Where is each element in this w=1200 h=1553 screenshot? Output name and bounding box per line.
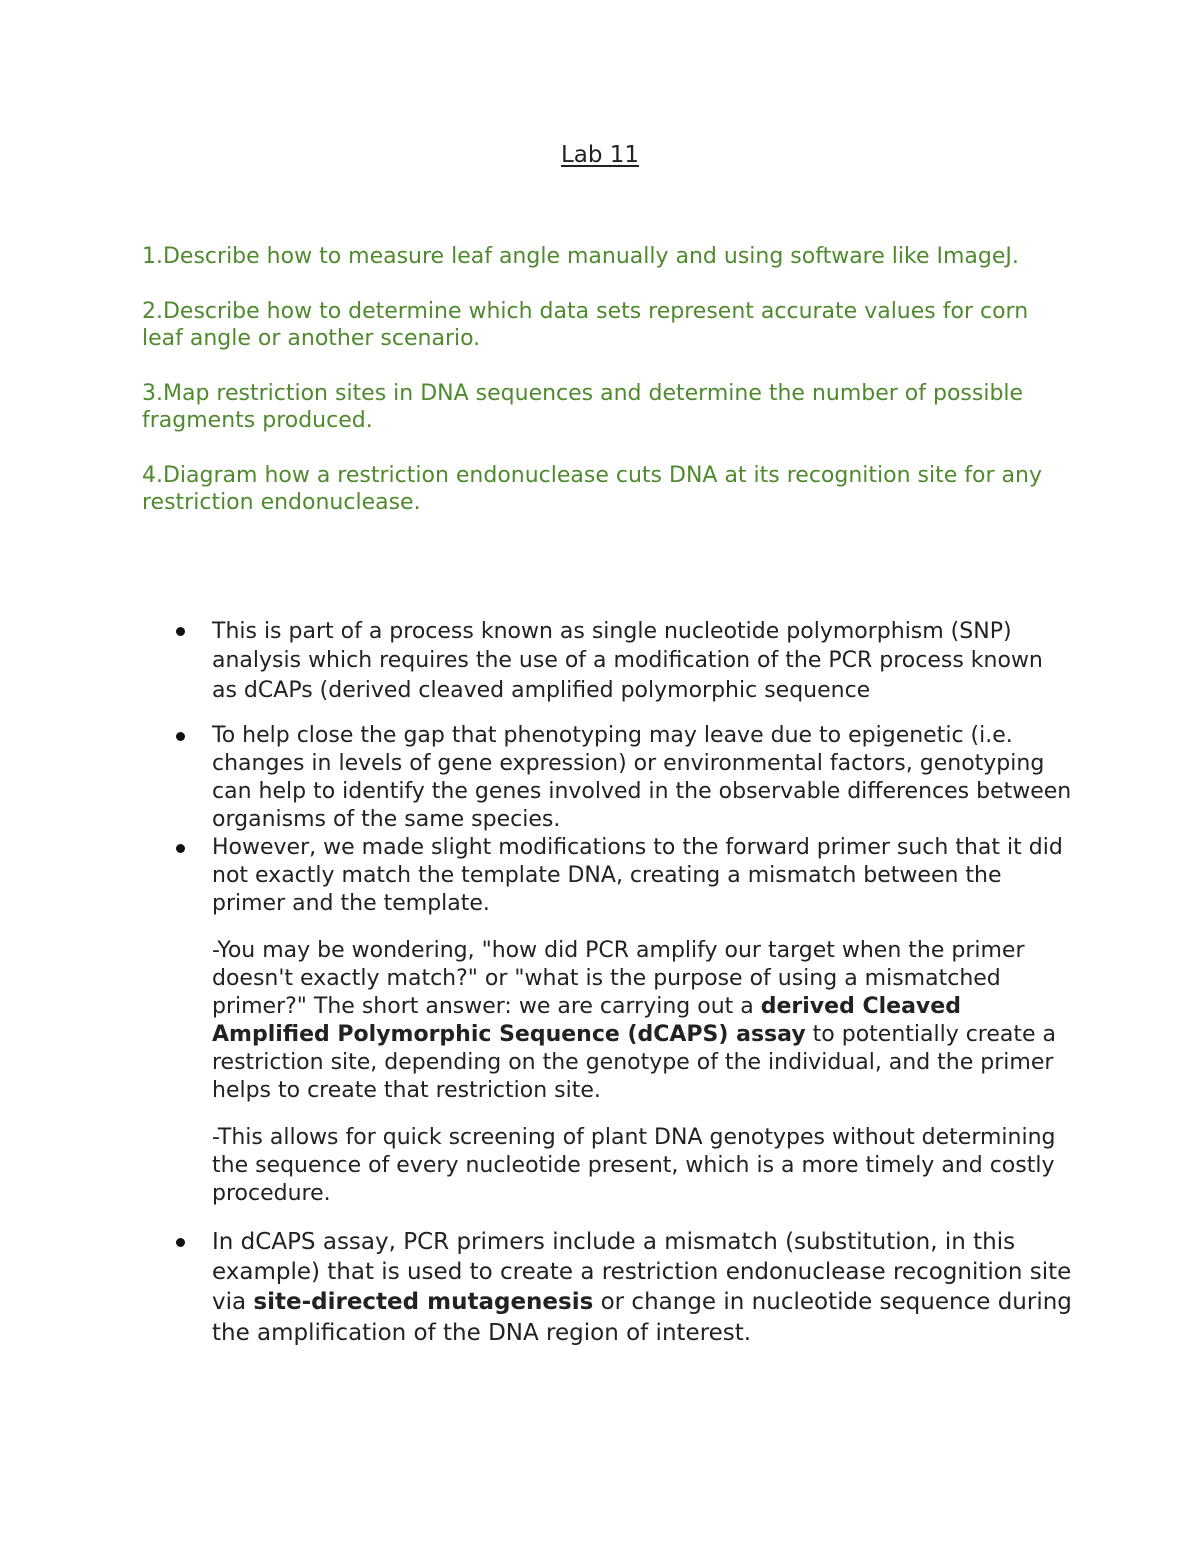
objective-item: 2.Describe how to determine which data sets represent accurate values for corn leaf angle or another scenario. [142,298,1029,351]
bullet-item-primer [142,834,1072,1208]
bullet-text: In dCAPS assay, PCR primers include a mismatch (substitution, in this example) that is used to create a restriction endonuclease recognition site via [212,1228,1072,1316]
bullet-text-bold: site-directed mutagenesis [253,1289,594,1316]
objective-item: 1.Describe how to measure leaf angle manually and using software like ImageJ. [142,244,1019,269]
objective-item: 4.Diagram how a restriction endonuclease cuts DNA at its recognition site for any restriction endonuclease. [142,462,1042,515]
sub-text: -This allows for quick screening of plant DNA genotypes without determining the sequence of every nucleotide present, which is a more timely and costly procedure. [212,1124,1056,1206]
objective-item: 3.Map restriction sites in DNA sequences and determine the number of possible fragments produced. [142,380,1024,433]
page-title: Lab 11 [560,142,640,168]
bullet-dot-icon [176,1238,185,1247]
bullet-item-genotyping [142,722,1072,834]
sub-text: to potentially create a restriction site, depending on the genotype of the individual, and the primer helps to create that restriction site. [212,1021,1057,1103]
bullet-item-mismatch [142,1227,1072,1348]
sub-text: -You may be wondering, "how did PCR amplify our target when the primer doesn't exactly match?" or "what is the purpose of using a mismatched primer?" The short answer: we are carrying out a [212,937,1025,1019]
bullet-text: However, we made slight modifications to the forward primer such that it did not exactly match the template DNA, creating a mismatch between the primer and the template. [212,834,1063,916]
bullet-dot-icon [176,627,185,636]
sub-paragraph-dcaps [212,937,1072,1105]
bullet-dot-icon [176,844,185,853]
bullet-item-snp [142,617,1072,705]
bullet-text: To help close the gap that phenotyping may leave due to epigenetic (i.e. changes in levels of gene expression) or environmental factors, genotyping can help to identify the genes involved in the observable differences between organisms of the same species. [212,722,1072,832]
objectives-list [142,243,1072,544]
bullet-text: or change in nucleotide sequence during the amplification of the DNA region of interest. [212,1289,1072,1346]
bullet-dot-icon [176,732,185,741]
bullet-text: This is part of a process known as single nucleotide polymorphism (SNP) analysis which requires the use of a modification of the PCR process known as dCAPs (derived cleaved amplified polymorphic sequence [212,619,1043,703]
sub-text-bold: derived Cleaved Amplified Polymorphic Sequence (dCAPS) assay [212,993,961,1047]
notes-bullet-list [142,617,1072,1348]
sub-paragraph-screening [212,1124,1072,1208]
